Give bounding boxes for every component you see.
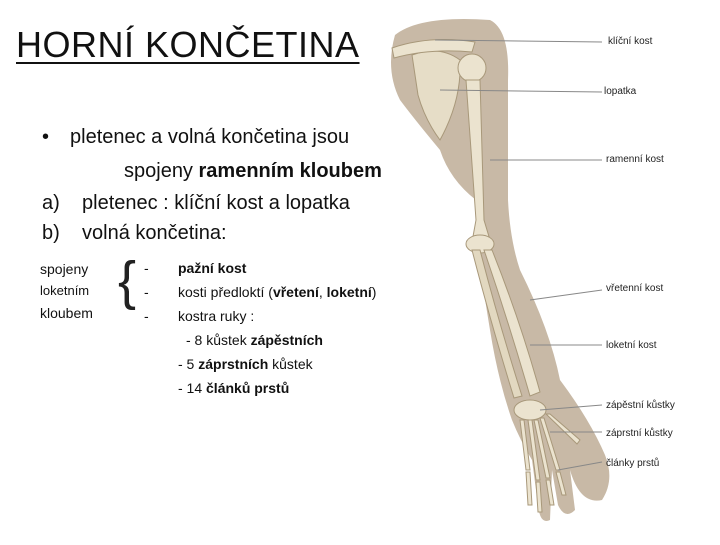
shoulder-joint-term: ramenním kloubem bbox=[198, 160, 382, 182]
list-item-phalanges: - 14 článků prstů bbox=[178, 380, 290, 396]
label-humerus: ramenní kost bbox=[606, 154, 664, 165]
list-item-carpals: - 8 kůstek zápěstních bbox=[186, 332, 323, 348]
bullet-text-line2: spojeny ramenním kloubem bbox=[124, 160, 382, 182]
list-item-humerus: pažní kost bbox=[178, 260, 247, 276]
grouping-brace: { bbox=[118, 251, 137, 311]
arm-skeleton-illustration bbox=[380, 0, 720, 540]
arm-skeleton-figure bbox=[380, 0, 720, 540]
limb-parts-list bbox=[42, 188, 350, 248]
label-carpals: zápěstní kůstky bbox=[606, 400, 675, 411]
list-item-hand: kostra ruky : bbox=[178, 308, 255, 324]
label-clavicle: klíční kost bbox=[608, 36, 653, 47]
bullet-text-line1: pletenec a volná končetina jsou bbox=[70, 126, 350, 148]
list-item: b) volná končetina: bbox=[42, 222, 227, 244]
label-ulna: loketní kost bbox=[606, 340, 657, 351]
list-item: a) pletenec : klíční kost a lopatka bbox=[42, 192, 350, 214]
label-phalanges: články prstů bbox=[606, 458, 660, 469]
free-limb-items bbox=[178, 256, 376, 400]
label-metacarpals: záprstní kůstky bbox=[606, 428, 673, 439]
label-radius: vřetenní kost bbox=[606, 283, 664, 294]
list-item-metacarpals: - 5 záprstních kůstek bbox=[178, 356, 313, 372]
item-dashes: - - - bbox=[144, 260, 149, 324]
bullet-dot: • bbox=[42, 126, 50, 148]
elbow-joint-note: spojeny loketním kloubem bbox=[40, 261, 93, 321]
list-item-forearm: kosti předloktí (vřetení, loketní) bbox=[178, 284, 377, 300]
slide-title: HORNÍ KONČETINA bbox=[16, 24, 360, 65]
label-scapula: lopatka bbox=[604, 86, 637, 97]
